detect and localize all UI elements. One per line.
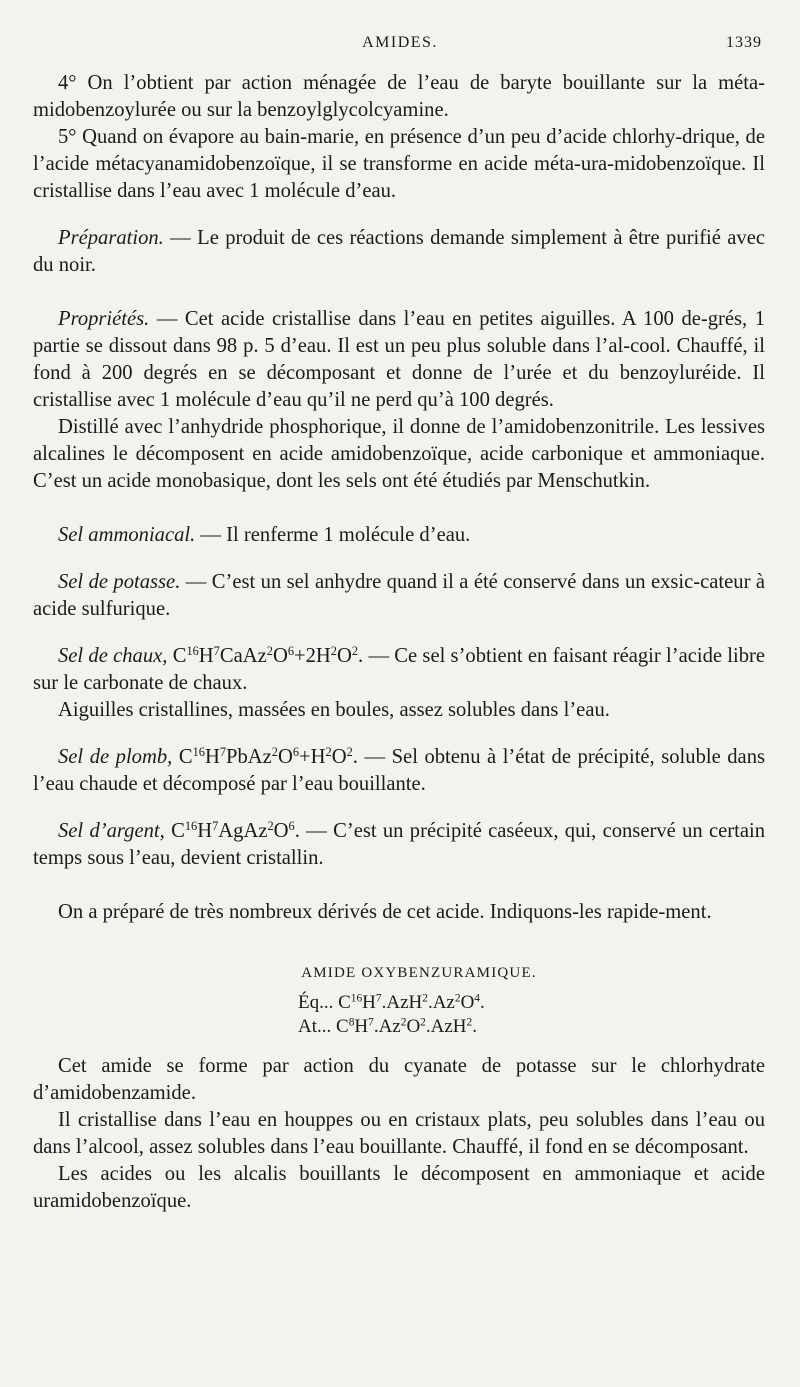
paragraph-acides: Les acides ou les alcalis bouillants le décomposent en ammoniaque et acide uramidobenzoïque. <box>33 1163 765 1212</box>
paragraph-sel-chaux <box>33 643 765 697</box>
paragraph-sel-potasse <box>33 569 765 623</box>
paragraph-method-5: 5° Quand on évapore au bain-marie, en présence d’un peu d’acide chlorhy-drique, de l’acide métacyanamidobenzoïque, il se transforme en acide méta-ura-midobenzoïque. Il cristallise dans l’eau avec 1 molécule d’eau. <box>33 126 765 202</box>
paragraph-cet-amide: Cet amide se forme par action du cyanate de potasse sur le chlorhydrate d’amidobenzamide. <box>33 1055 765 1104</box>
paragraph-method-4: 4° On l’obtient par action ménagée de l’eau de baryte bouillante sur la méta-midobenzoylurée ou sur la benzoylglycolcyamine. <box>33 72 765 121</box>
sel-argent-text: . — C’est un précipité caséeux, qui, conservé un certain temps sous l’eau, devient cristallin. <box>33 820 765 869</box>
sel-plomb-label: Sel de plomb, <box>58 746 173 768</box>
sel-potasse-label: Sel de potasse. <box>58 571 181 593</box>
section-heading-amide: AMIDE OXYBENZURAMIQUE. <box>301 965 537 981</box>
sel-plomb-formula: $C^{16}H^7PbAz^2O^6+H^2O^2$ <box>172 745 353 768</box>
paragraph-aiguilles: Aiguilles cristallines, massées en boules, assez solubles dans l’eau. <box>58 699 610 721</box>
formula-atomic: At... $C^8H^7.Az^2O^2.AzH^2$. <box>298 1016 477 1037</box>
sel-ammoniacal-label: Sel ammoniacal. <box>58 524 196 546</box>
preparation-label: Préparation. <box>58 227 164 249</box>
proprietes-text: — Cet acide cristallise dans l’eau en petites aiguilles. A 100 de-grés, 1 partie se dissout dans 98 p. 5 d’eau. Il est un peu plus soluble dans l’al-cool. Chauffé, il fond à 200 degrés en se décomposant et donne de l’urée et du benzoyluréide. Il cristallise avec 1 molécule d’eau qu’il ne perd qu’à 100 degrés. <box>33 308 765 411</box>
page-body <box>33 70 765 1215</box>
paragraph-distille: Distillé avec l’anhydride phosphorique, il donne de l’amidobenzonitrile. Les lessives alcalines le décomposent en acide amidobenzoïque, acide carbonique et ammoniaque. C’est un acide monobasique, dont les sels ont été étudiés par Menschutkin. <box>33 416 765 492</box>
paragraph-preparation <box>33 225 765 279</box>
sel-chaux-formula: $C^{16}H^7CaAz^2O^6+2H^2O^2$ <box>167 644 359 667</box>
paragraph-derives: On a préparé de très nombreux dérivés de cet acide. Indiquons-les rapide-ment. <box>58 901 712 923</box>
sel-argent-label: Sel d’argent, <box>58 820 165 842</box>
sel-argent-formula: $C^{16}H^7AgAz^2O^6$ <box>164 819 295 842</box>
paragraph-cristallise: Il cristallise dans l’eau en houppes ou en cristaux plats, peu solubles dans l’eau ou dans l’alcool, assez solubles dans l’eau bouillante. Chauffé, il fond en se décomposant. <box>33 1109 765 1158</box>
sel-chaux-label: Sel de chaux, <box>58 645 168 667</box>
sel-plomb-text: . — Sel obtenu à l’état de précipité, soluble dans l’eau chaude et décomposé par l’eau bouillante. <box>33 746 766 795</box>
sel-chaux-text: . — Ce sel s’obtient en faisant réagir l’acide libre sur le carbonate de chaux. <box>33 645 765 694</box>
paragraph-sel-ammoniacal <box>33 522 765 549</box>
paragraph-sel-argent <box>33 818 765 872</box>
paragraph-proprietes <box>33 306 765 414</box>
formula-equivalents: Éq... $C^{16}H^7.AzH^2.Az^2O^4$. <box>298 992 485 1013</box>
paragraph-sel-plomb <box>33 744 765 798</box>
sel-ammoniacal-text: — Il renferme 1 molécule d’eau. <box>195 524 471 546</box>
proprietes-label: Propriétés. <box>58 308 150 330</box>
running-title: AMIDES. <box>362 34 438 51</box>
preparation-text: — Le produit de ces réactions demande simplement à être purifié avec du noir. <box>33 227 765 276</box>
formula-block <box>298 991 765 1039</box>
page-number: 1339 <box>726 34 762 51</box>
page-header <box>0 34 800 58</box>
sel-potasse-text: — C’est un sel anhydre quand il a été conservé dans un exsic-cateur à acide sulfurique. <box>33 571 765 620</box>
